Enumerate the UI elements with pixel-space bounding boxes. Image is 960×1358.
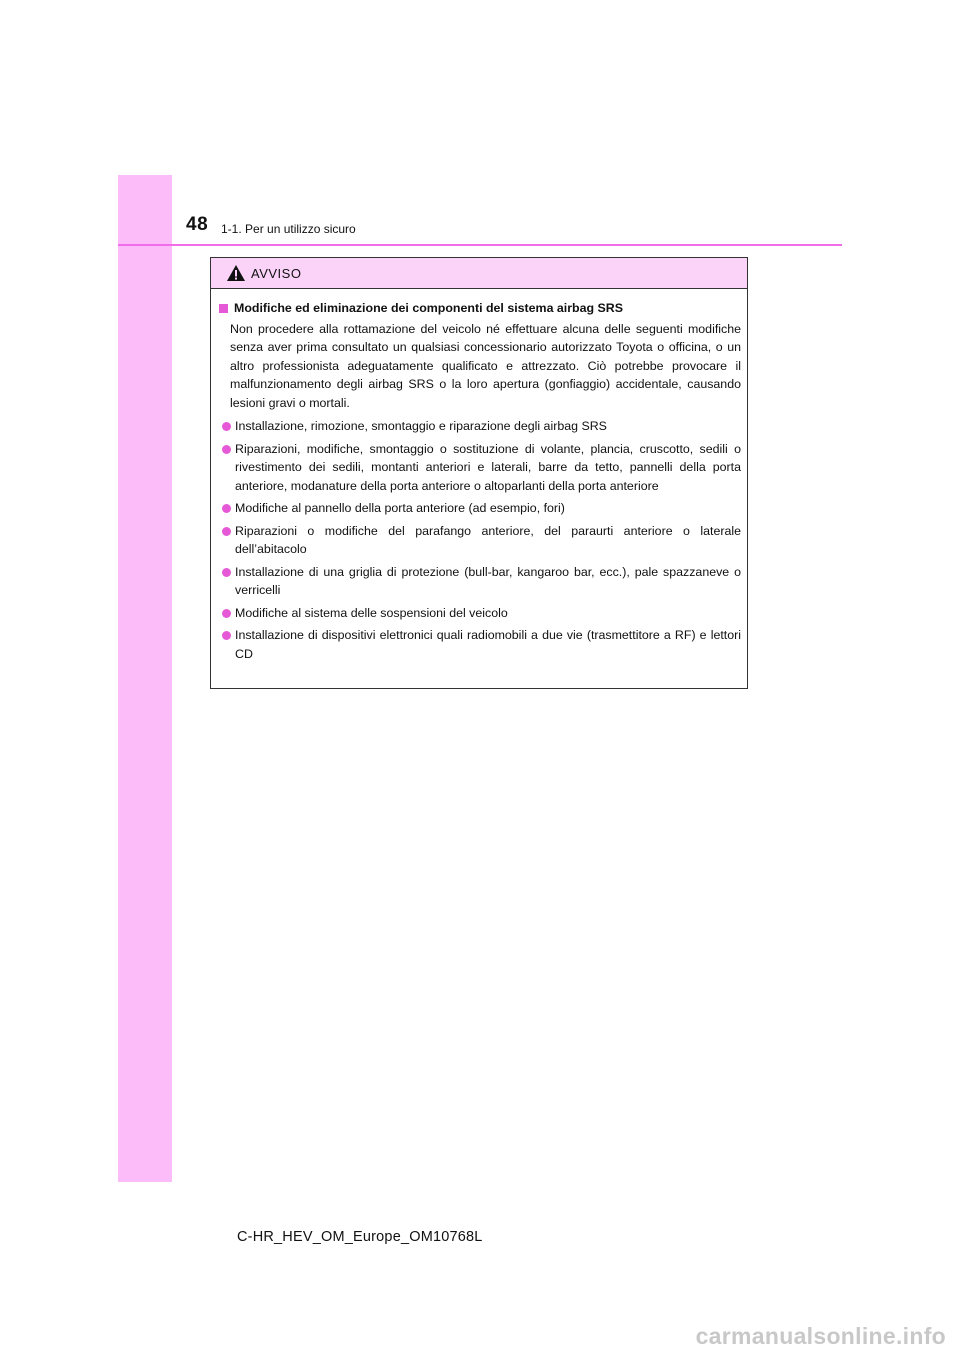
list-item-text: Installazione di dispositivi elettronici quali radiomobili a due vie (trasmettitore a RF) e lettori CD (235, 628, 741, 661)
list-item (219, 522, 741, 559)
warning-title: AVVISO (251, 266, 302, 281)
list-item (219, 604, 741, 623)
list-item-text: Riparazioni o modifiche del parafango anteriore, del paraurti anteriore o laterale dell’abitacolo (235, 523, 741, 556)
list-item (219, 417, 741, 436)
circle-bullet-icon (222, 422, 231, 431)
circle-bullet-icon (222, 445, 231, 454)
warning-body (211, 289, 747, 663)
header-divider (118, 244, 842, 246)
page-number: 48 (186, 214, 209, 235)
warning-bullet-list (219, 417, 741, 663)
list-item-text: Installazione, rimozione, smontaggio e riparazione degli airbag SRS (235, 419, 607, 433)
warning-subheading-text: Modifiche ed eliminazione dei componenti del sistema airbag SRS (234, 301, 624, 315)
circle-bullet-icon (222, 504, 231, 513)
warning-header (211, 258, 747, 289)
section-title: 1-1. Per un utilizzo sicuro (221, 222, 356, 236)
list-item (219, 563, 741, 600)
warning-box (210, 257, 748, 689)
list-item-text: Modifiche al pannello della porta anteriore (ad esempio, fori) (235, 501, 565, 515)
circle-bullet-icon (222, 527, 231, 536)
list-item-text: Installazione di una griglia di protezione (bull-bar, kangaroo bar, ecc.), pale spazzaneve o verricelli (235, 564, 741, 597)
side-tab-band (118, 175, 172, 1182)
list-item (219, 499, 741, 518)
warning-subheading (219, 299, 741, 318)
square-bullet-icon (219, 304, 228, 313)
circle-bullet-icon (222, 631, 231, 640)
list-item (219, 626, 741, 663)
document-code: C-HR_HEV_OM_Europe_OM10768L (237, 1229, 483, 1245)
circle-bullet-icon (222, 568, 231, 577)
watermark: carmanualsonline.info (695, 1323, 946, 1349)
circle-bullet-icon (222, 609, 231, 618)
warning-triangle-icon (226, 264, 246, 282)
list-item-text: Riparazioni, modifiche, smontaggio o sostituzione di volante, plancia, cruscotto, sedili o rivestimento dei sedili, montanti anteriori e laterali, barre da tetto, pannelli della porta anteriore, modanature della porta anteriore o altoparlanti della porta anteriore (235, 441, 741, 493)
warning-intro: Non procedere alla rottamazione del veicolo né effettuare alcuna delle seguenti modifiche senza aver prima consultato un qualsiasi concessionario autorizzato Toyota o officina, o un altro professionista adeguatamente qualificato e attrezzato. Ciò potrebbe provocare il malfunzionamento degli airbag SRS o la loro apertura (gonfiaggio) accidentale, causando lesioni gravi o mortali. (230, 321, 741, 410)
list-item-text: Modifiche al sistema delle sospensioni del veicolo (235, 605, 508, 620)
list-item (219, 440, 741, 496)
